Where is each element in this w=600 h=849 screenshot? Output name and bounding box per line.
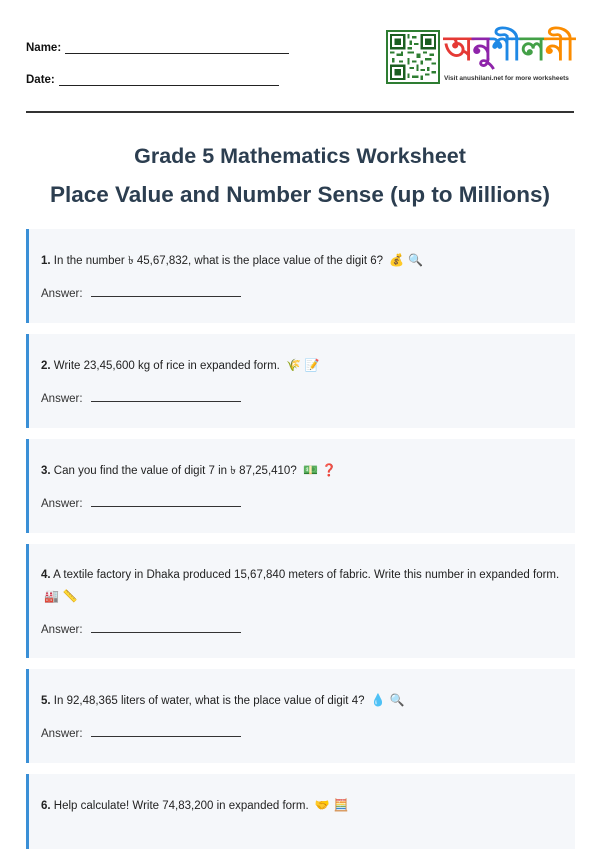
worksheet-header xyxy=(26,0,574,110)
answer-line[interactable] xyxy=(91,287,241,297)
name-label: Name: xyxy=(26,42,62,54)
date-label: Date: xyxy=(26,74,55,86)
worksheet-subtitle: Place Value and Number Sense (up to Millions) xyxy=(49,182,551,207)
question-card-4 xyxy=(26,544,575,658)
question-body: In the number ৳ 45,67,832, what is the place value of the digit 6? xyxy=(53,255,384,267)
qr-code-icon xyxy=(386,30,440,84)
answer-line[interactable] xyxy=(91,392,241,402)
tagline: Visit anushilani.net for more worksheets xyxy=(444,75,569,82)
question-body: Can you find the value of digit 7 in ৳ 87,25,410? xyxy=(53,465,297,477)
answer-row[interactable] xyxy=(41,727,241,740)
question-card-3 xyxy=(26,439,575,533)
question-text xyxy=(41,355,563,377)
question-number: 1. xyxy=(41,255,51,267)
rice-memo-icon: 🌾 📝 xyxy=(286,358,320,372)
answer-line[interactable] xyxy=(91,623,241,633)
answer-row[interactable] xyxy=(41,497,241,510)
anushilani-logo: অনুশীলনী xyxy=(444,29,574,69)
answer-label: Answer: xyxy=(41,728,83,740)
answer-label: Answer: xyxy=(41,624,83,636)
question-card-6 xyxy=(26,774,575,849)
question-number: 6. xyxy=(41,800,51,812)
question-text xyxy=(41,690,563,712)
question-body: Help calculate! Write 74,83,200 in expanded form. xyxy=(53,800,309,812)
factory-ruler-icon: 🏭 📏 xyxy=(44,589,78,603)
question-body: Write 23,45,600 kg of rice in expanded form. xyxy=(53,360,280,372)
question-body: In 92,48,365 liters of water, what is the place value of digit 4? xyxy=(53,695,365,707)
question-text xyxy=(41,460,563,482)
answer-row[interactable] xyxy=(41,287,241,300)
brand-block xyxy=(386,28,574,92)
answer-label: Answer: xyxy=(41,498,83,510)
date-line[interactable] xyxy=(59,74,279,86)
droplet-magnifier-icon: 💧 🔍 xyxy=(370,693,405,707)
question-card-5 xyxy=(26,669,575,763)
question-number: 4. xyxy=(41,569,51,581)
name-line[interactable] xyxy=(65,42,289,54)
question-card-1 xyxy=(26,229,575,323)
answer-row[interactable] xyxy=(41,392,241,405)
question-number: 5. xyxy=(41,695,51,707)
question-number: 3. xyxy=(41,465,51,477)
answer-label: Answer: xyxy=(41,288,83,300)
header-divider xyxy=(26,111,574,113)
answer-line[interactable] xyxy=(91,497,241,507)
question-text xyxy=(41,565,563,608)
date-field[interactable] xyxy=(26,74,279,86)
question-body: A textile factory in Dhaka produced 15,67,840 meters of fabric. Write this number in expanded form. xyxy=(53,569,560,581)
money-bag-magnifier-icon: 💰 🔍 xyxy=(389,253,423,267)
question-number: 2. xyxy=(41,360,51,372)
answer-line[interactable] xyxy=(91,727,241,737)
money-question-icon: 💵 ❓ xyxy=(302,463,337,477)
question-text xyxy=(41,795,563,817)
worksheet-title: Grade 5 Mathematics Worksheet xyxy=(134,144,466,168)
handshake-abacus-icon: 🤝 🧮 xyxy=(314,798,349,812)
answer-row[interactable] xyxy=(41,623,241,636)
answer-label: Answer: xyxy=(41,393,83,405)
question-text xyxy=(41,250,563,272)
name-field[interactable] xyxy=(26,42,289,54)
question-card-2 xyxy=(26,334,575,428)
